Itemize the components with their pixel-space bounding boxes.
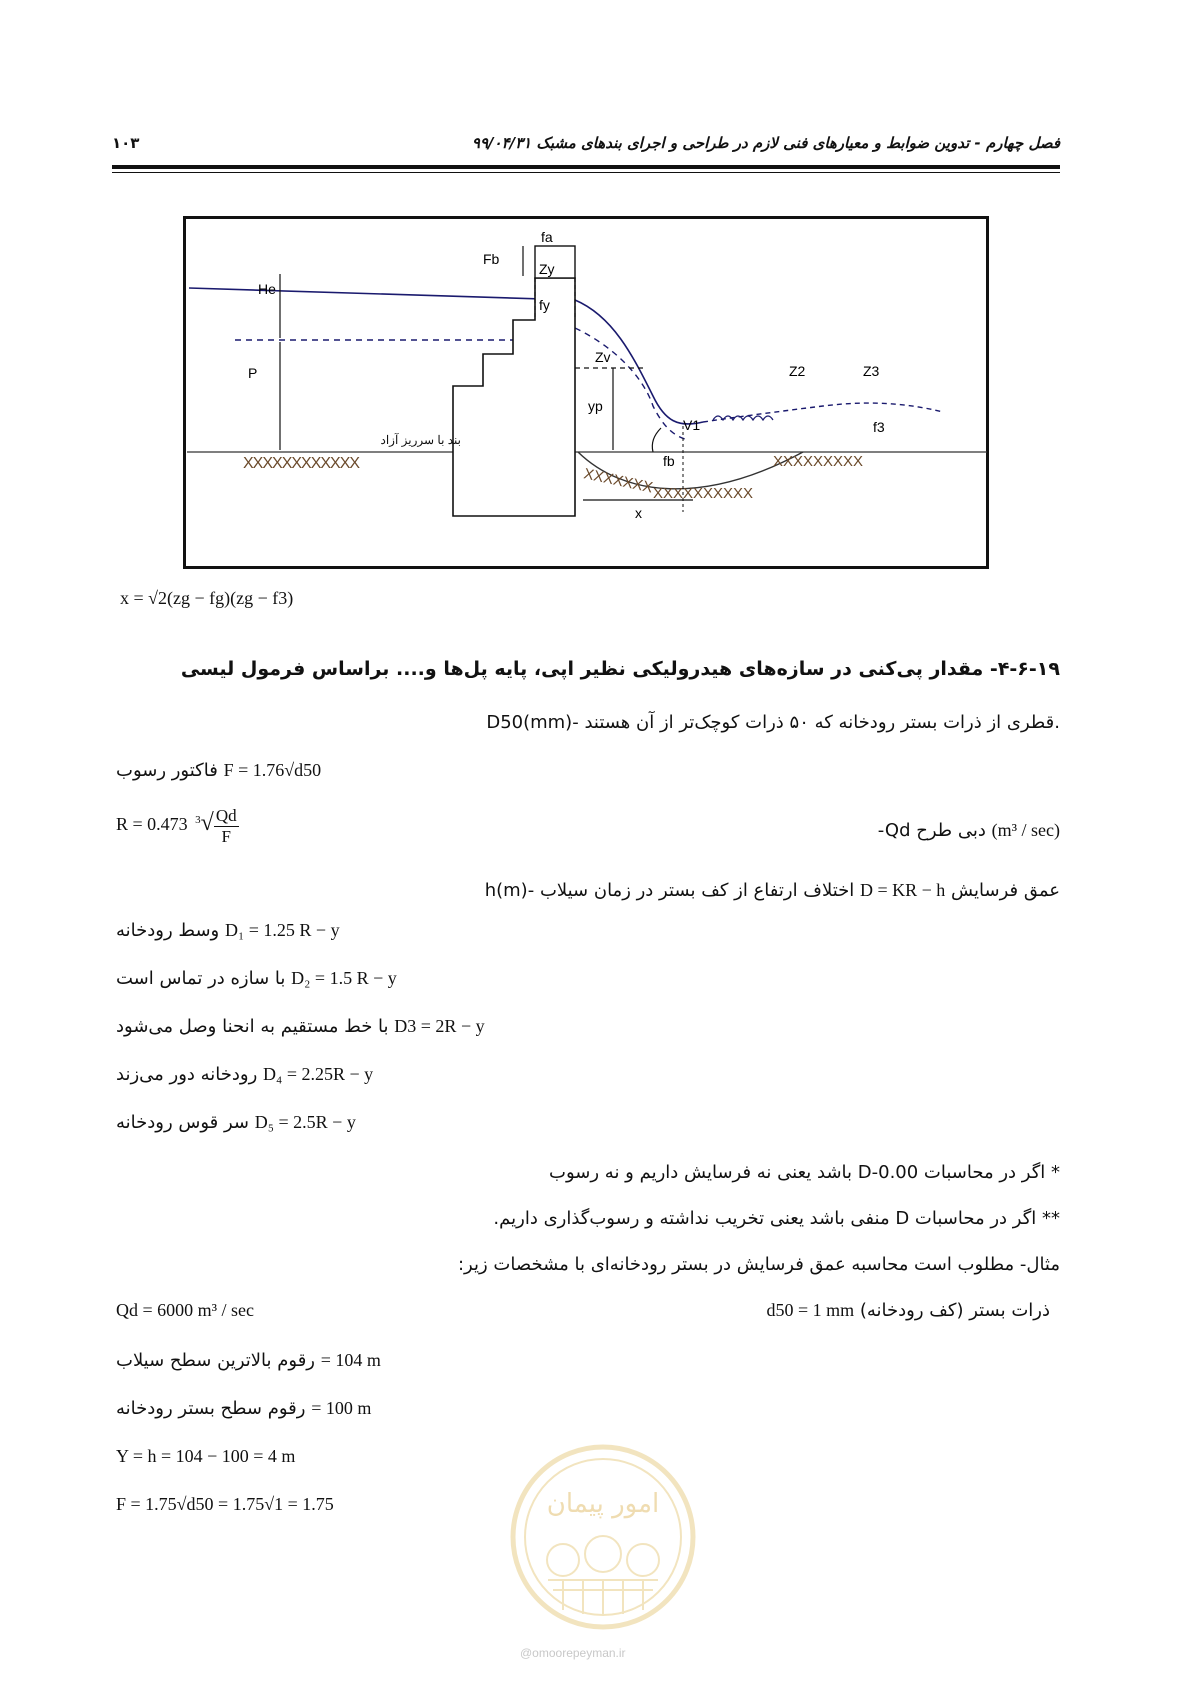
weir-label: بند با سرریز آزاد xyxy=(380,433,461,447)
d3-label: با خط مستقیم به انحنا وصل می‌شود xyxy=(116,1016,389,1037)
d4-label: رودخانه دور می‌زند xyxy=(116,1064,258,1085)
label-p: P xyxy=(248,365,258,381)
flood-level-label: رقوم بالاترین سطح سیلاب xyxy=(116,1350,315,1371)
qd-unit: (m³ / sec) xyxy=(991,820,1060,840)
d-label: عمق فرسایش xyxy=(951,880,1060,901)
d1-label: وسط رودخانه xyxy=(116,920,220,941)
label-x: x xyxy=(635,505,642,521)
label-f3: f3 xyxy=(873,419,885,435)
page-number: ۱۰۳ xyxy=(112,134,140,152)
d50-definition: D50(mm)- قطری از ذرات بستر رودخانه که ۵۰ ذرات کوچک‌تر از آن هستند. xyxy=(486,712,1060,733)
section-heading: ۴-۶-۱۹- مقدار پی‌کنی در سازه‌های هیدرولیکی نظیر اپی، پایه پل‌ها و.... براساس فرمول لیسی xyxy=(180,658,1060,680)
weir-scour-diagram xyxy=(183,216,989,569)
r-denominator: F xyxy=(221,826,231,846)
d1-case xyxy=(116,920,340,941)
bed-level-label: رقوم سطح بستر رودخانه xyxy=(116,1398,306,1419)
watermark-url: @omoorepeyman.ir xyxy=(520,1646,626,1660)
scour-soil-hatch-2: XXXXXXXXXX xyxy=(653,485,754,502)
watermark-logo-text: امور پیمان xyxy=(546,1489,660,1519)
scour-soil-hatch-1: XXXXXXX xyxy=(582,465,655,497)
header-rule-thin xyxy=(112,172,1060,173)
label-zy: Zy xyxy=(539,261,555,277)
label-fy: fy xyxy=(539,297,550,313)
downstream-soil-hatch: XXXXXXXXX xyxy=(773,453,864,470)
example-d50-label: ذرات بستر (کف رودخانه) xyxy=(859,1300,1050,1321)
d2-label: با سازه در تماس است xyxy=(116,968,286,989)
example-y-calc: Y = h = 104 − 100 = 4 m xyxy=(116,1446,296,1466)
d5-label: سر قوس رودخانه xyxy=(116,1112,250,1133)
label-z3: Z3 xyxy=(863,363,880,379)
note-zero-scour: * اگر در محاسبات D-0.00 باشد یعنی نه فرسایش داریم و نه رسوب xyxy=(549,1162,1060,1183)
jet-angle-arc xyxy=(652,428,661,452)
example-d50: d50 = 1 mm xyxy=(766,1300,855,1320)
r-formula: R = 0.473 $^3$√ $\frac{Qd}{F}$ xyxy=(116,806,237,846)
d3-formula: D3 = 2R − y xyxy=(394,1016,485,1036)
d2-case xyxy=(116,968,397,989)
d-formula: D = KR − h xyxy=(860,880,946,900)
qd-label: -Qd دبی طرح xyxy=(877,820,986,841)
d3-case xyxy=(116,1016,485,1037)
r-root-index: 3 xyxy=(195,814,201,827)
header-rule-thick xyxy=(112,165,1060,169)
label-v1: V1 xyxy=(683,417,701,433)
upstream-water-surface xyxy=(189,288,703,424)
label-zv: Zv xyxy=(595,349,611,365)
r-numerator: Qd xyxy=(215,806,237,825)
f-formula: F = 1.76√d50 xyxy=(223,760,322,780)
h-definition: h(m)- اختلاف ارتفاع از کف بستر در زمان سیلاب xyxy=(484,880,855,901)
r-fraction xyxy=(214,806,239,846)
diagram-frame xyxy=(185,218,988,568)
label-z2: Z2 xyxy=(789,363,806,379)
example-f-calc: F = 1.75√d50 = 1.75√1 = 1.75 xyxy=(116,1494,334,1514)
f-label: فاکتور رسوب xyxy=(116,760,218,781)
label-fb-top: Fb xyxy=(483,251,500,267)
d5-formula: D₅ = 2.5R − y xyxy=(254,1112,356,1132)
example-intro: مثال- مطلوب است محاسبه عمق فرسایش در بستر رودخانه‌ای با مشخصات زیر: xyxy=(457,1254,1060,1275)
example-bed-level xyxy=(116,1398,371,1419)
d5-case xyxy=(116,1112,356,1133)
label-he: He xyxy=(258,281,276,297)
f-formula-line xyxy=(116,760,321,781)
nappe-lower-dashed xyxy=(575,328,688,440)
label-fb-bottom: fb xyxy=(663,453,675,469)
example-qd: Qd = 6000 m³ / sec xyxy=(116,1300,255,1320)
formula-x: x = √2(zg − fg)(zg − f3) xyxy=(120,588,294,608)
note-negative-scour: ** اگر در محاسبات D منفی باشد یعنی تخریب نداشته و رسوب‌گذاری داریم. xyxy=(493,1208,1060,1229)
h-definition-line xyxy=(485,880,1060,901)
example-d50-line xyxy=(766,1300,1050,1321)
label-fa: fa xyxy=(541,229,553,245)
qd-line xyxy=(878,820,1060,841)
r-formula-prefix: R = 0.473 xyxy=(116,814,188,835)
watermark-logo xyxy=(508,1442,698,1632)
d2-formula: D₂ = 1.5 R − y xyxy=(291,968,397,988)
label-yp: yp xyxy=(588,398,603,414)
flood-level-value: = 104 m xyxy=(320,1350,381,1370)
stepped-weir-body xyxy=(453,278,575,516)
downstream-water-surface xyxy=(703,403,943,422)
d1-formula: D₁ = 1.25 R − y xyxy=(225,920,340,940)
upstream-soil-hatch: XXXXXXXXXXXX xyxy=(243,455,360,472)
d4-formula: D₄ = 2.25R − y xyxy=(263,1064,374,1084)
example-flood-level xyxy=(116,1350,381,1371)
bed-level-value: = 100 m xyxy=(311,1398,372,1418)
d4-case xyxy=(116,1064,373,1085)
chapter-header-title: فصل چهارم - تدوین ضوابط و معیارهای فنی لازم در طراحی و اجرای بندهای مشبک ۹۹/۰۴/۳۱ xyxy=(471,134,1060,152)
